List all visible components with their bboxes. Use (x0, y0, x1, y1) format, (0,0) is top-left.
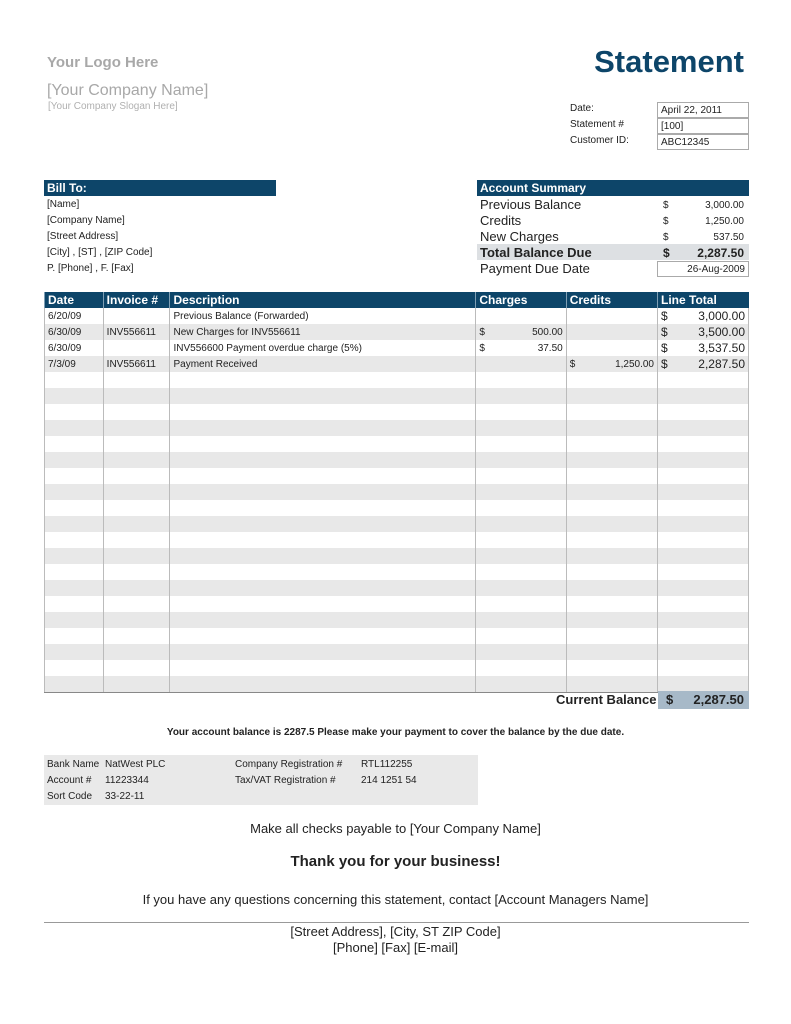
empty-cell (170, 612, 476, 628)
summary-value: 537.50 (713, 232, 744, 243)
empty-cell (566, 660, 657, 676)
credit-amount: 1,250.00 (615, 358, 654, 370)
empty-cell (476, 580, 566, 596)
currency-symbol: $ (666, 692, 674, 707)
credits-cell (566, 308, 657, 324)
empty-cell (566, 612, 657, 628)
bill-to-line: [Name] (47, 199, 80, 210)
line-total-amount: 3,000.00 (698, 309, 745, 323)
empty-cell (476, 388, 566, 404)
balance-notice: Your account balance is 2287.5 Please make your payment to cover the balance by the due date. (166, 727, 625, 738)
empty-cell (658, 420, 749, 436)
empty-cell (45, 628, 104, 644)
summary-value: 3,000.00 (705, 200, 744, 211)
sort-code-label: Sort Code (47, 791, 93, 802)
empty-cell (103, 612, 170, 628)
current-balance-amount: 2,287.50 (693, 692, 744, 707)
empty-cell (476, 436, 566, 452)
vat-reg-label: Tax/VAT Registration # (235, 775, 336, 786)
empty-cell (170, 452, 476, 468)
empty-cell (45, 564, 104, 580)
empty-cell (103, 660, 170, 676)
transactions-table (44, 292, 749, 693)
date-cell: 6/30/09 (45, 324, 104, 340)
empty-cell (45, 452, 104, 468)
empty-cell (45, 612, 104, 628)
empty-cell (566, 516, 657, 532)
empty-cell (103, 500, 170, 516)
column-header: Charges (476, 292, 566, 308)
charges-cell (476, 308, 566, 324)
empty-table-row (45, 628, 749, 644)
credit (570, 359, 654, 370)
empty-cell (566, 404, 657, 420)
empty-cell (103, 532, 170, 548)
currency-symbol: $ (569, 358, 576, 370)
empty-cell (658, 564, 749, 580)
line-total-cell (658, 324, 749, 340)
empty-cell (45, 484, 104, 500)
questions-contact: If you have any questions concerning this statement, contact [Account Managers Name] (142, 892, 649, 907)
empty-cell (170, 564, 476, 580)
empty-cell (476, 500, 566, 516)
table-row (45, 356, 749, 372)
date-cell: 6/20/09 (45, 308, 104, 324)
empty-cell (103, 404, 170, 420)
empty-cell (103, 436, 170, 452)
empty-cell (566, 388, 657, 404)
meta-label: Date: (570, 103, 594, 114)
empty-cell (45, 516, 104, 532)
currency-symbol: $ (661, 309, 668, 323)
empty-cell (103, 516, 170, 532)
empty-cell (658, 388, 749, 404)
line-total-cell (658, 356, 749, 372)
checks-payable: Make all checks payable to [Your Company Name] (250, 821, 541, 836)
empty-cell (658, 580, 749, 596)
empty-cell (170, 628, 476, 644)
empty-table-row (45, 500, 749, 516)
empty-cell (103, 628, 170, 644)
empty-cell (45, 372, 104, 388)
footer-contact: [Phone] [Fax] [E-mail] (333, 940, 458, 955)
empty-table-row (45, 596, 749, 612)
empty-cell (170, 372, 476, 388)
empty-cell (476, 548, 566, 564)
credits-cell (566, 340, 657, 356)
empty-cell (170, 516, 476, 532)
company-reg-label: Company Registration # (235, 759, 343, 770)
charge (479, 343, 562, 354)
column-header: Credits (566, 292, 657, 308)
empty-table-row (45, 612, 749, 628)
invoice-cell (103, 308, 170, 324)
empty-cell (566, 676, 657, 693)
credits-cell (566, 356, 657, 372)
empty-cell (103, 596, 170, 612)
table-header-row (45, 292, 749, 308)
column-header: Line Total (658, 292, 749, 308)
bill-to-line: [City] , [ST] , [ZIP Code] (47, 247, 153, 258)
empty-cell (658, 596, 749, 612)
empty-table-row (45, 516, 749, 532)
summary-label: Previous Balance (480, 197, 582, 212)
current-balance-label: Current Balance (556, 692, 657, 707)
empty-cell (476, 612, 566, 628)
charge-amount: 37.50 (537, 342, 563, 354)
empty-table-row (45, 548, 749, 564)
line-total-amount: 3,500.00 (698, 325, 745, 339)
currency-symbol: $ (663, 200, 669, 211)
empty-cell (566, 580, 657, 596)
currency-symbol: $ (663, 246, 670, 260)
account-label: Account # (47, 775, 92, 786)
empty-table-row (45, 452, 749, 468)
empty-cell (45, 660, 104, 676)
empty-cell (45, 580, 104, 596)
empty-cell (170, 532, 476, 548)
currency-symbol: $ (661, 325, 668, 339)
line-total (661, 325, 745, 339)
empty-cell (103, 644, 170, 660)
empty-cell (566, 628, 657, 644)
column-header: Date (45, 292, 104, 308)
empty-cell (658, 404, 749, 420)
empty-cell (476, 628, 566, 644)
total-balance-label: Total Balance Due (480, 245, 592, 260)
footer-divider (44, 922, 749, 923)
payment-due-date: 26-Aug-2009 (657, 261, 749, 277)
invoice-cell: INV556611 (103, 356, 170, 372)
charges-cell (476, 356, 566, 372)
currency-symbol: $ (661, 341, 668, 355)
empty-cell (476, 484, 566, 500)
page-title: Statement (594, 44, 744, 79)
empty-table-row (45, 484, 749, 500)
empty-table-row (45, 404, 749, 420)
meta-label: Statement # (570, 119, 624, 130)
empty-cell (658, 532, 749, 548)
empty-cell (476, 564, 566, 580)
empty-cell (566, 644, 657, 660)
empty-cell (658, 612, 749, 628)
charges-cell (476, 340, 566, 356)
empty-cell (658, 468, 749, 484)
empty-cell (476, 644, 566, 660)
date-cell: 6/30/09 (45, 340, 104, 356)
empty-cell (476, 420, 566, 436)
empty-cell (45, 676, 104, 693)
empty-table-row (45, 372, 749, 388)
credits-cell (566, 324, 657, 340)
meta-value: [100] (657, 118, 749, 134)
empty-cell (566, 500, 657, 516)
empty-cell (170, 436, 476, 452)
empty-table-row (45, 660, 749, 676)
summary-label: Credits (480, 213, 522, 228)
empty-table-row (45, 420, 749, 436)
summary-label: New Charges (480, 229, 559, 244)
table-row (45, 324, 749, 340)
empty-cell (658, 436, 749, 452)
description-cell: New Charges for INV556611 (170, 324, 476, 340)
line-total-amount: 2,287.50 (698, 357, 745, 371)
empty-table-row (45, 644, 749, 660)
line-total-cell (658, 308, 749, 324)
empty-cell (566, 436, 657, 452)
empty-cell (566, 596, 657, 612)
empty-cell (476, 468, 566, 484)
empty-cell (170, 500, 476, 516)
empty-cell (658, 452, 749, 468)
empty-cell (170, 596, 476, 612)
empty-cell (170, 388, 476, 404)
empty-cell (170, 660, 476, 676)
empty-cell (45, 404, 104, 420)
empty-cell (658, 548, 749, 564)
empty-cell (658, 484, 749, 500)
empty-cell (566, 564, 657, 580)
total-balance-value: 2,287.50 (697, 246, 744, 260)
column-header: Invoice # (103, 292, 170, 308)
currency-symbol: $ (479, 326, 485, 338)
charge-amount: 500.00 (532, 326, 563, 338)
payment-due-label: Payment Due Date (480, 261, 590, 276)
empty-cell (45, 532, 104, 548)
empty-cell (476, 404, 566, 420)
bank-details (44, 755, 478, 805)
empty-cell (103, 372, 170, 388)
empty-cell (476, 532, 566, 548)
empty-cell (45, 644, 104, 660)
invoice-cell (103, 340, 170, 356)
empty-cell (103, 468, 170, 484)
empty-cell (658, 644, 749, 660)
empty-cell (170, 580, 476, 596)
account-summary-header: Account Summary (477, 180, 749, 196)
line-total (661, 357, 745, 371)
bill-to-line: P. [Phone] , F. [Fax] (47, 263, 134, 274)
empty-cell (170, 484, 476, 500)
line-total-cell (658, 340, 749, 356)
company-name: [Your Company Name] (47, 82, 209, 99)
description-cell: INV556600 Payment overdue charge (5%) (170, 340, 476, 356)
empty-cell (103, 564, 170, 580)
empty-cell (658, 516, 749, 532)
empty-cell (566, 484, 657, 500)
empty-cell (658, 372, 749, 388)
empty-cell (170, 468, 476, 484)
empty-cell (170, 676, 476, 693)
currency-symbol: $ (663, 232, 669, 243)
empty-table-row (45, 388, 749, 404)
empty-cell (170, 644, 476, 660)
meta-value: April 22, 2011 (657, 102, 749, 118)
line-total-amount: 3,537.50 (698, 341, 745, 355)
empty-cell (170, 548, 476, 564)
empty-cell (170, 404, 476, 420)
column-header: Description (170, 292, 476, 308)
summary-value: 1,250.00 (705, 216, 744, 227)
account-number: 11223344 (105, 775, 149, 786)
sort-code: 33-22-11 (105, 791, 145, 802)
empty-cell (45, 596, 104, 612)
company-slogan: [Your Company Slogan Here] (48, 101, 178, 112)
empty-table-row (45, 676, 749, 693)
bill-to-header: Bill To: (44, 180, 276, 196)
line-total (661, 309, 745, 323)
empty-table-row (45, 580, 749, 596)
empty-cell (566, 548, 657, 564)
empty-cell (566, 532, 657, 548)
meta-value: ABC12345 (657, 134, 749, 150)
empty-cell (658, 628, 749, 644)
empty-cell (170, 420, 476, 436)
empty-cell (45, 388, 104, 404)
currency-symbol: $ (479, 342, 485, 354)
empty-cell (103, 580, 170, 596)
bill-to-line: [Street Address] (47, 231, 119, 242)
empty-cell (103, 676, 170, 693)
empty-cell (45, 468, 104, 484)
thank-you: Thank you for your business! (290, 853, 501, 870)
current-balance-value (658, 691, 749, 709)
bank-name: NatWest PLC (105, 759, 166, 770)
bank-name-label: Bank Name (47, 759, 100, 770)
empty-table-row (45, 468, 749, 484)
description-cell: Previous Balance (Forwarded) (170, 308, 476, 324)
empty-cell (566, 468, 657, 484)
charge (479, 327, 562, 338)
empty-cell (103, 452, 170, 468)
date-cell: 7/3/09 (45, 356, 104, 372)
table-row (45, 340, 749, 356)
invoice-cell: INV556611 (103, 324, 170, 340)
currency-symbol: $ (661, 357, 668, 371)
footer-address: [Street Address], [City, ST ZIP Code] (290, 924, 501, 939)
empty-table-row (45, 436, 749, 452)
empty-cell (103, 548, 170, 564)
empty-cell (658, 500, 749, 516)
empty-cell (476, 596, 566, 612)
empty-cell (566, 372, 657, 388)
empty-cell (45, 436, 104, 452)
empty-table-row (45, 532, 749, 548)
empty-table-row (45, 564, 749, 580)
vat-reg: 214 1251 54 (361, 775, 417, 786)
charges-cell (476, 324, 566, 340)
empty-cell (103, 388, 170, 404)
empty-cell (45, 420, 104, 436)
empty-cell (566, 452, 657, 468)
empty-cell (566, 420, 657, 436)
empty-cell (476, 372, 566, 388)
empty-cell (658, 660, 749, 676)
currency-symbol: $ (663, 216, 669, 227)
logo-placeholder: Your Logo Here (47, 54, 159, 71)
empty-cell (103, 484, 170, 500)
empty-cell (103, 420, 170, 436)
table-row (45, 308, 749, 324)
company-reg: RTL112255 (361, 759, 413, 770)
empty-cell (45, 548, 104, 564)
empty-cell (476, 676, 566, 693)
empty-cell (476, 452, 566, 468)
description-cell: Payment Received (170, 356, 476, 372)
meta-label: Customer ID: (570, 135, 629, 146)
empty-cell (476, 516, 566, 532)
empty-cell (476, 660, 566, 676)
bill-to-line: [Company Name] (47, 215, 125, 226)
line-total (661, 341, 745, 355)
empty-cell (45, 500, 104, 516)
